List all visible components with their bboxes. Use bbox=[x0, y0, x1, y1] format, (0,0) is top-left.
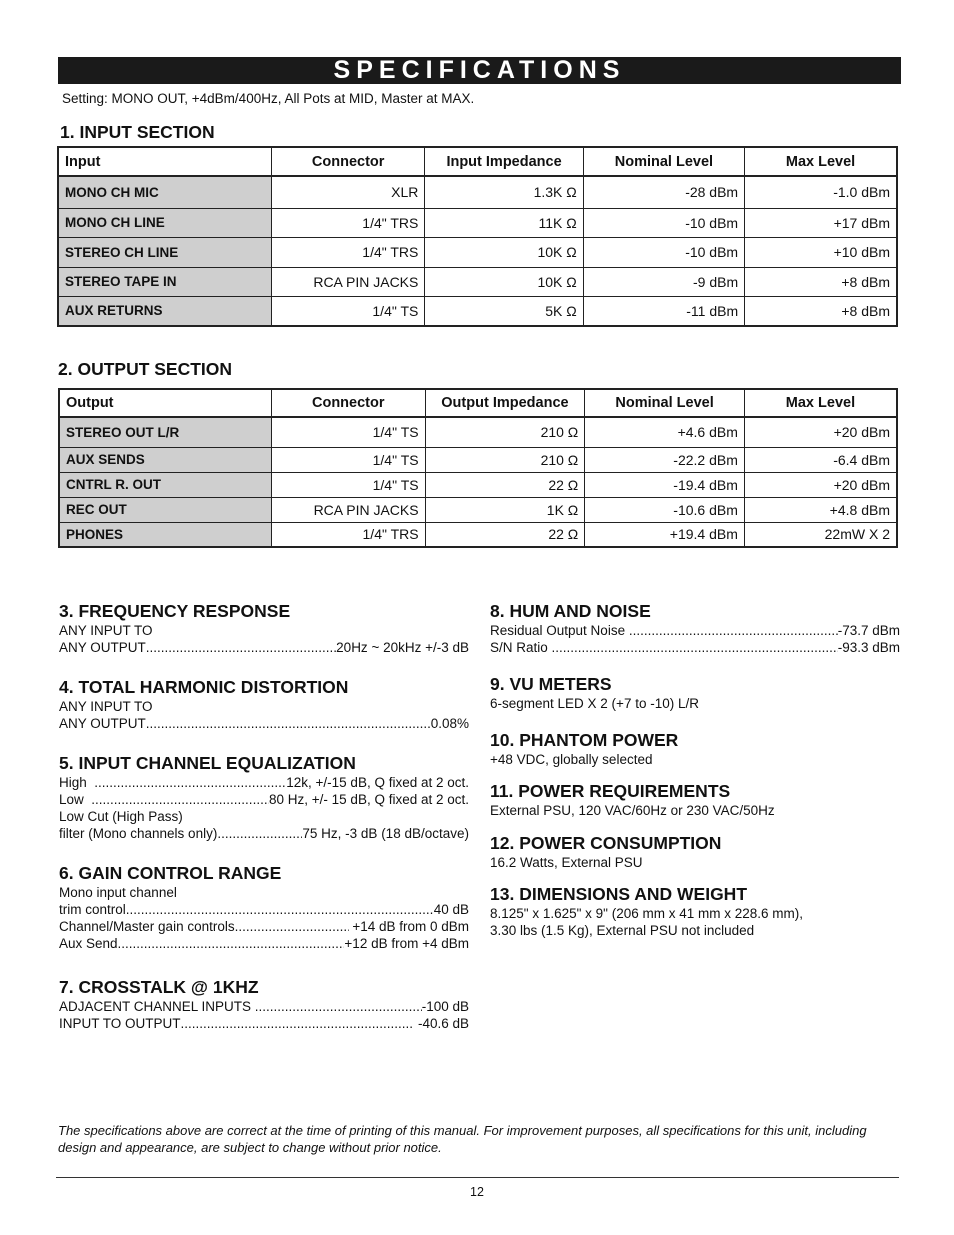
table-cell: +8 dBm bbox=[745, 296, 897, 326]
spec-line bbox=[59, 622, 469, 639]
spec-line bbox=[59, 901, 469, 918]
spec-line bbox=[59, 825, 469, 842]
dot-leader bbox=[146, 715, 431, 732]
column-header: Nominal Level bbox=[585, 389, 745, 417]
table-cell: XLR bbox=[272, 176, 425, 208]
table-cell: +19.4 dBm bbox=[585, 522, 745, 547]
spec-label: ANY OUTPUT bbox=[59, 716, 146, 731]
column-header: Connector bbox=[271, 389, 425, 417]
output-section-table bbox=[58, 388, 898, 548]
column-header: Input Impedance bbox=[425, 147, 583, 176]
table-cell: -10.6 dBm bbox=[585, 497, 745, 522]
dot-leader bbox=[629, 622, 838, 639]
spec-label: High bbox=[59, 775, 95, 790]
spec-value: -73.7 dBm bbox=[837, 623, 900, 638]
table-row bbox=[58, 296, 897, 326]
right-spec-column bbox=[490, 600, 900, 939]
table-cell: -1.0 dBm bbox=[745, 176, 897, 208]
spec-line bbox=[490, 922, 900, 939]
page-number: 12 bbox=[470, 1185, 484, 1199]
spec-label: Low bbox=[59, 792, 92, 807]
spec-heading: 10. PHANTOM POWER bbox=[490, 730, 679, 750]
spec-label: ANY INPUT TO bbox=[59, 699, 153, 714]
table-cell: -22.2 dBm bbox=[585, 447, 745, 472]
setting-note: Setting: MONO OUT, +4dBm/400Hz, All Pots at MID, Master at MAX. bbox=[62, 91, 475, 106]
table-cell: RCA PIN JACKS bbox=[272, 267, 425, 296]
spec-heading: 8. HUM AND NOISE bbox=[490, 601, 651, 621]
spec-value: 40 dB bbox=[433, 902, 469, 917]
dot-leader bbox=[255, 998, 422, 1015]
spec-heading: 11. POWER REQUIREMENTS bbox=[490, 781, 731, 801]
spec-label: Aux Send bbox=[59, 936, 118, 951]
table-row bbox=[59, 472, 897, 497]
spec-heading: 4. TOTAL HARMONIC DISTORTION bbox=[59, 677, 349, 697]
column-header: Max Level bbox=[745, 147, 897, 176]
table-cell: -28 dBm bbox=[583, 176, 744, 208]
spec-label: 6-segment LED X 2 (+7 to -10) L/R bbox=[490, 696, 699, 711]
spec-line bbox=[59, 1015, 469, 1032]
table-cell: 1/4" TS bbox=[271, 472, 425, 497]
spec-value: 80 Hz, +/- 15 dB, Q fixed at 2 oct. bbox=[269, 792, 469, 807]
spec-label: 16.2 Watts, External PSU bbox=[490, 855, 643, 870]
table-cell: +4.6 dBm bbox=[585, 417, 745, 447]
row-label: MONO CH MIC bbox=[58, 176, 272, 208]
spec-line bbox=[490, 751, 900, 768]
spec-line bbox=[59, 791, 469, 808]
row-label: AUX RETURNS bbox=[58, 296, 272, 326]
dot-leader bbox=[552, 639, 838, 656]
spec-label: ANY OUTPUT bbox=[59, 640, 146, 655]
dot-leader bbox=[94, 774, 286, 791]
spec-value: -93.3 dBm bbox=[837, 640, 900, 655]
column-header: Output bbox=[59, 389, 271, 417]
spec-heading: 7. CROSSTALK @ 1KHZ bbox=[59, 977, 259, 997]
spec-label: S/N Ratio bbox=[490, 640, 552, 655]
column-header: Nominal Level bbox=[583, 147, 744, 176]
table-cell: -10 dBm bbox=[583, 208, 744, 237]
spec-line bbox=[59, 698, 469, 715]
spec-line bbox=[490, 622, 900, 639]
table-cell: 1/4" TS bbox=[271, 447, 425, 472]
table-cell: +4.8 dBm bbox=[744, 497, 897, 522]
spec-label: 3.30 lbs (1.5 Kg), External PSU not included bbox=[490, 923, 755, 938]
spec-label: filter (Mono channels only) bbox=[59, 826, 218, 841]
left-spec-column bbox=[59, 600, 469, 1032]
page-title: SPECIFICATIONS bbox=[58, 57, 901, 84]
spec-value: +12 dB from +4 dBm bbox=[344, 936, 469, 951]
table-cell: 22mW X 2 bbox=[744, 522, 897, 547]
table-cell: 10K Ω bbox=[425, 237, 583, 267]
row-label: STEREO CH LINE bbox=[58, 237, 272, 267]
column-header: Output Impedance bbox=[425, 389, 585, 417]
table-cell: +10 dBm bbox=[745, 237, 897, 267]
table-cell: -9 dBm bbox=[583, 267, 744, 296]
row-label: MONO CH LINE bbox=[58, 208, 272, 237]
row-label: CNTRL R. OUT bbox=[59, 472, 271, 497]
table-cell: 1/4" TRS bbox=[272, 208, 425, 237]
dot-leader bbox=[146, 639, 336, 656]
row-label: REC OUT bbox=[59, 497, 271, 522]
spec-label: 8.125" x 1.625" x 9" (206 mm x 41 mm x 228.6 mm), bbox=[490, 906, 803, 921]
spec-heading: 12. POWER CONSUMPTION bbox=[490, 833, 722, 853]
table-cell: 11K Ω bbox=[425, 208, 583, 237]
table-row bbox=[58, 176, 897, 208]
spec-line bbox=[490, 854, 900, 871]
table-cell: -11 dBm bbox=[583, 296, 744, 326]
row-label: PHONES bbox=[59, 522, 271, 547]
table-cell: -6.4 dBm bbox=[744, 447, 897, 472]
spec-line bbox=[490, 639, 900, 656]
spec-value: +14 dB from 0 dBm bbox=[348, 919, 469, 934]
table-row bbox=[59, 522, 897, 547]
spec-label: INPUT TO OUTPUT bbox=[59, 1016, 181, 1031]
table-row bbox=[58, 208, 897, 237]
table-cell: 1.3K Ω bbox=[425, 176, 583, 208]
column-header: Max Level bbox=[744, 389, 897, 417]
spec-line bbox=[490, 802, 900, 819]
spec-line bbox=[59, 998, 469, 1015]
spec-heading: 9. VU METERS bbox=[490, 674, 612, 694]
spec-label: Low Cut (High Pass) bbox=[59, 809, 183, 824]
spec-heading: 13. DIMENSIONS AND WEIGHT bbox=[490, 884, 748, 904]
table-cell: -19.4 dBm bbox=[585, 472, 745, 497]
table-cell: 22 Ω bbox=[425, 472, 585, 497]
table-cell: 1/4" TRS bbox=[271, 522, 425, 547]
spec-heading: 3. FREQUENCY RESPONSE bbox=[59, 601, 291, 621]
table-cell: 1K Ω bbox=[425, 497, 585, 522]
table-header-row bbox=[58, 147, 897, 176]
table-row bbox=[59, 417, 897, 447]
dot-leader bbox=[235, 918, 349, 935]
row-label: STEREO TAPE IN bbox=[58, 267, 272, 296]
input-section-table bbox=[57, 146, 898, 327]
table-cell: +17 dBm bbox=[745, 208, 897, 237]
spec-line bbox=[59, 774, 469, 791]
spec-line bbox=[490, 905, 900, 922]
row-label: STEREO OUT L/R bbox=[59, 417, 271, 447]
spec-line bbox=[59, 884, 469, 901]
spec-label: +48 VDC, globally selected bbox=[490, 752, 653, 767]
spec-line bbox=[59, 715, 469, 732]
table-cell: +20 dBm bbox=[744, 472, 897, 497]
table-row bbox=[59, 497, 897, 522]
table-cell: 1/4" TS bbox=[272, 296, 425, 326]
spec-label: Residual Output Noise bbox=[490, 623, 629, 638]
table-header-row bbox=[59, 389, 897, 417]
spec-line bbox=[59, 918, 469, 935]
column-header: Connector bbox=[272, 147, 425, 176]
spec-heading: 6. GAIN CONTROL RANGE bbox=[59, 863, 282, 883]
spec-value: 75 Hz, -3 dB (18 dB/octave) bbox=[302, 826, 469, 841]
table-cell: 1/4" TS bbox=[271, 417, 425, 447]
table-cell: -10 dBm bbox=[583, 237, 744, 267]
dot-leader bbox=[118, 935, 345, 952]
spec-label: ADJACENT CHANNEL INPUTS bbox=[59, 999, 255, 1014]
spec-heading: 5. INPUT CHANNEL EQUALIZATION bbox=[59, 753, 356, 773]
table-cell: 10K Ω bbox=[425, 267, 583, 296]
spec-label: External PSU, 120 VAC/60Hz or 230 VAC/50Hz bbox=[490, 803, 775, 818]
table-cell: 1/4" TRS bbox=[272, 237, 425, 267]
spec-line bbox=[490, 695, 900, 712]
table-cell: 210 Ω bbox=[425, 417, 585, 447]
spec-value: -100 dB bbox=[421, 999, 469, 1014]
table-cell: 22 Ω bbox=[425, 522, 585, 547]
spec-label: trim control bbox=[59, 902, 126, 917]
table-cell: +8 dBm bbox=[745, 267, 897, 296]
table-row bbox=[58, 237, 897, 267]
dot-leader bbox=[217, 825, 302, 842]
table-row bbox=[59, 447, 897, 472]
dot-leader bbox=[126, 901, 434, 918]
spec-line bbox=[59, 808, 469, 825]
table-row bbox=[58, 267, 897, 296]
footnote: The specifications above are correct at the time of printing of this manual. For improvement purposes, all specifications for this unit, including design and appearance, are subject to change without prior notice. bbox=[58, 1123, 867, 1155]
table-cell: RCA PIN JACKS bbox=[271, 497, 425, 522]
table-cell: 210 Ω bbox=[425, 447, 585, 472]
table-cell: +20 dBm bbox=[744, 417, 897, 447]
dot-leader bbox=[181, 1015, 415, 1032]
spec-label: Channel/Master gain controls bbox=[59, 919, 235, 934]
input-section-heading: 1. INPUT SECTION bbox=[60, 122, 215, 142]
spec-label: Mono input channel bbox=[59, 885, 177, 900]
spec-value: -40.6 dB bbox=[414, 1016, 469, 1031]
spec-value: 0.08% bbox=[430, 716, 469, 731]
output-section-heading: 2. OUTPUT SECTION bbox=[58, 359, 233, 379]
spec-value: 12k, +/-15 dB, Q fixed at 2 oct. bbox=[286, 775, 469, 790]
spec-line bbox=[59, 935, 469, 952]
spec-line bbox=[59, 639, 469, 656]
dot-leader bbox=[91, 791, 269, 808]
row-label: AUX SENDS bbox=[59, 447, 271, 472]
spec-value: 20Hz ~ 20kHz +/-3 dB bbox=[336, 640, 469, 655]
table-cell: 5K Ω bbox=[425, 296, 583, 326]
column-header: Input bbox=[58, 147, 272, 176]
footer-divider bbox=[56, 1177, 899, 1178]
spec-label: ANY INPUT TO bbox=[59, 623, 153, 638]
